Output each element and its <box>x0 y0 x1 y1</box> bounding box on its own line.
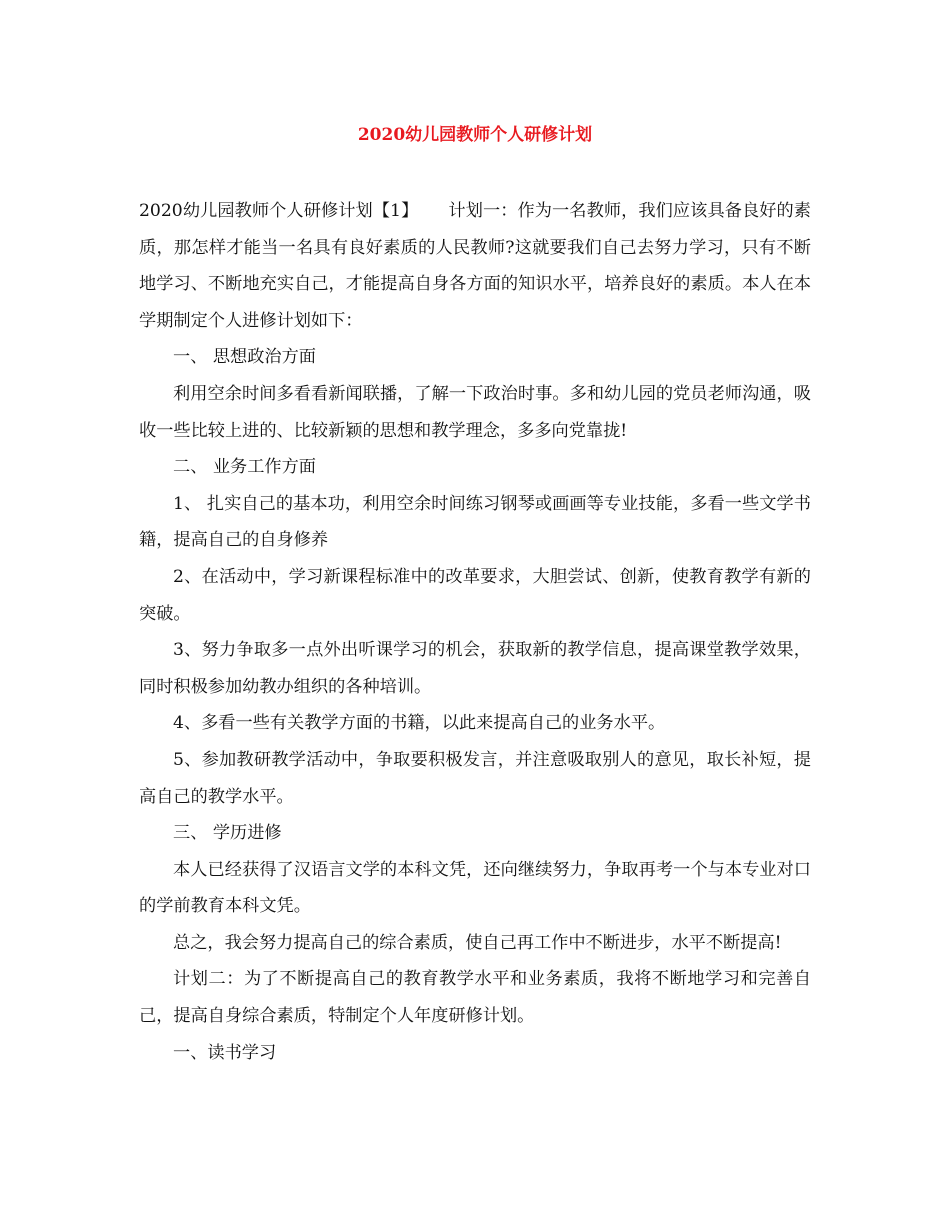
paragraph-plan-two: 计划二：为了不断提高自己的教育教学水平和业务素质，我将不断地学习和完善自己，提高自身综合素质，特制定个人年度研修计划。 <box>139 969 811 1027</box>
paragraph-politics: 利用空余时间多看看新闻联播，了解一下政治时事。多和幼儿园的党员老师沟通，吸收一些比较上进的、比较新颖的思想和教学理念，多多向党靠拢! <box>139 383 811 441</box>
document-title: 2020幼儿园教师个人研修计划 <box>357 125 593 145</box>
paragraph-plan-one: 计划一：作为一名教师，我们应该具备良好的素质，那怎样才能当一名具有良好素质的人民教师?这就要我们自己去努力学习，只有不断地学习、不断地充实自己，才能提高自身各方面的知识水平，培养良好的素质。本人在本学期制定个人进修计划如下： <box>139 201 811 331</box>
paragraph-education: 本人已经获得了汉语言文学的本科文凭，还向继续努力，争取再考一个与本专业对口的学前教育本科文凭。 <box>139 859 811 917</box>
list-item-business-1: 1、 扎实自己的基本功，利用空余时间练习钢琴或画画等专业技能，多看一些文学书籍，提高自己的自身修养 <box>139 493 811 551</box>
section-heading-reading: 一、读书学习 <box>173 1042 277 1063</box>
intro-heading: 2020幼儿园教师个人研修计划【1】 <box>139 201 419 221</box>
list-item-business-5: 5、参加教研教学活动中，争取要积极发言，并注意吸取别人的意见，取长补短，提高自己的教学水平。 <box>139 749 811 807</box>
paragraph-summary: 总之，我会努力提高自己的综合素质，使自己再工作中不断进步，水平不断提高! <box>173 932 782 953</box>
list-item-business-4: 4、多看一些有关教学方面的书籍，以此来提高自己的业务水平。 <box>173 713 666 734</box>
section-heading-business: 二、 业务工作方面 <box>173 457 316 478</box>
section-heading-education: 三、 学历进修 <box>173 823 282 844</box>
document-body <box>139 193 811 1071</box>
list-item-business-2: 2、在活动中，学习新课程标准中的改革要求，大胆尝试、创新，使教育教学有新的突破。 <box>139 566 811 624</box>
intro-paragraph <box>139 193 811 339</box>
list-item-business-3: 3、努力争取多一点外出听课学习的机会，获取新的教学信息，提高课堂教学效果，同时积极参加幼教办组织的各种培训。 <box>139 640 811 697</box>
section-heading-politics: 一、 思想政治方面 <box>173 347 316 368</box>
